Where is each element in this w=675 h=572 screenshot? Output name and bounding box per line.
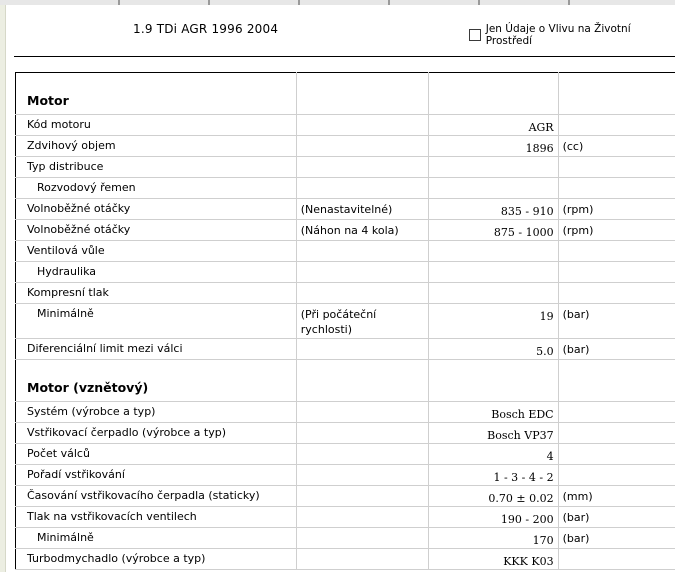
spec-condition: (Náhon na 4 kola) <box>296 220 428 241</box>
spec-value <box>428 283 558 304</box>
spec-unit: (rpm) <box>558 220 675 241</box>
spec-condition <box>296 339 428 360</box>
spec-unit <box>558 465 675 486</box>
spec-name: Ventilová vůle <box>16 241 297 262</box>
table-row <box>16 304 675 339</box>
table-row <box>16 528 675 549</box>
spec-name: Vstřikovací čerpadlo (výrobce a typ) <box>16 423 297 444</box>
spec-unit: (bar) <box>558 528 675 549</box>
spec-unit <box>558 444 675 465</box>
spec-name: Typ distribuce <box>16 157 297 178</box>
table-row <box>16 444 675 465</box>
spec-condition <box>296 241 428 262</box>
spec-condition: (Při počáteční rychlosti) <box>296 304 428 339</box>
checkbox-box[interactable] <box>469 29 481 41</box>
spec-value: 190 - 200 <box>428 507 558 528</box>
table-row <box>16 465 675 486</box>
spec-value: 4 <box>428 444 558 465</box>
table-row <box>16 486 675 507</box>
spec-condition <box>296 465 428 486</box>
section-title: Motor (vznětový) <box>16 360 297 402</box>
table-row <box>16 220 675 241</box>
spec-name: Volnoběžné otáčky <box>16 220 297 241</box>
table-row <box>16 423 675 444</box>
spec-value <box>428 178 558 199</box>
spec-name: Tlak na vstřikovacích ventilech <box>16 507 297 528</box>
spec-condition <box>296 507 428 528</box>
spec-value: Bosch EDC <box>428 402 558 423</box>
spec-unit: (mm) <box>558 486 675 507</box>
spec-unit <box>558 241 675 262</box>
section-title: Motor <box>16 73 297 115</box>
env-data-checkbox[interactable] <box>469 23 675 47</box>
table-row <box>16 339 675 360</box>
spec-name: Systém (výrobce a typ) <box>16 402 297 423</box>
spec-condition <box>296 444 428 465</box>
spec-name: Hydraulika <box>16 262 297 283</box>
spec-name: Počet válců <box>16 444 297 465</box>
spec-value: 0.70 ± 0.02 <box>428 486 558 507</box>
spec-value: 19 <box>428 304 558 339</box>
spec-condition <box>296 402 428 423</box>
spec-name: Diferenciální limit mezi válci <box>16 339 297 360</box>
spec-table <box>15 72 675 570</box>
spec-value: 835 - 910 <box>428 199 558 220</box>
spec-condition <box>296 549 428 570</box>
spec-condition <box>296 528 428 549</box>
spec-unit: (bar) <box>558 339 675 360</box>
spec-condition <box>296 136 428 157</box>
section-header-diesel <box>16 360 675 402</box>
spec-condition <box>296 283 428 304</box>
spec-name: Časování vstřikovacího čerpadla (staticky) <box>16 486 297 507</box>
header-separator <box>14 56 675 57</box>
spec-value: KKK K03 <box>428 549 558 570</box>
spec-condition <box>296 262 428 283</box>
table-row <box>16 241 675 262</box>
spec-value <box>428 262 558 283</box>
spec-name: Kód motoru <box>16 115 297 136</box>
spec-unit <box>558 178 675 199</box>
spec-unit: (rpm) <box>558 199 675 220</box>
table-row <box>16 115 675 136</box>
spec-value: 875 - 1000 <box>428 220 558 241</box>
spec-condition <box>296 486 428 507</box>
section-header-motor <box>16 73 675 115</box>
table-row <box>16 136 675 157</box>
spec-value <box>428 157 558 178</box>
spec-unit <box>558 115 675 136</box>
spec-condition <box>296 423 428 444</box>
window-top-strip <box>0 0 675 5</box>
table-row <box>16 157 675 178</box>
table-row <box>16 549 675 570</box>
spec-name: Minimálně <box>16 304 297 339</box>
spec-name: Minimálně <box>16 528 297 549</box>
spec-value <box>428 241 558 262</box>
table-row <box>16 199 675 220</box>
table-row <box>16 283 675 304</box>
spec-name: Rozvodový řemen <box>16 178 297 199</box>
spec-name: Volnoběžné otáčky <box>16 199 297 220</box>
spec-name: Zdvihový objem <box>16 136 297 157</box>
left-frame-border <box>0 5 6 572</box>
spec-condition <box>296 178 428 199</box>
vehicle-title: 1.9 TDi AGR 1996 2004 <box>133 22 279 36</box>
spec-unit <box>558 157 675 178</box>
spec-value: 1 - 3 - 4 - 2 <box>428 465 558 486</box>
spec-name: Pořadí vstřikování <box>16 465 297 486</box>
spec-unit <box>558 423 675 444</box>
spec-value: AGR <box>428 115 558 136</box>
table-row <box>16 402 675 423</box>
spec-value: 1896 <box>428 136 558 157</box>
spec-unit <box>558 549 675 570</box>
table-row <box>16 262 675 283</box>
spec-condition: (Nenastavitelné) <box>296 199 428 220</box>
spec-unit <box>558 283 675 304</box>
spec-value: 5.0 <box>428 339 558 360</box>
spec-value: Bosch VP37 <box>428 423 558 444</box>
spec-name: Turbodmychadlo (výrobce a typ) <box>16 549 297 570</box>
spec-unit: (bar) <box>558 304 675 339</box>
spec-unit <box>558 262 675 283</box>
spec-condition <box>296 157 428 178</box>
table-row <box>16 178 675 199</box>
spec-unit: (cc) <box>558 136 675 157</box>
env-data-checkbox-label[interactable]: Jen Údaje o Vlivu na Životní Prostředí <box>485 23 631 47</box>
spec-value: 170 <box>428 528 558 549</box>
spec-unit <box>558 402 675 423</box>
table-row <box>16 507 675 528</box>
spec-name: Kompresní tlak <box>16 283 297 304</box>
spec-unit: (bar) <box>558 507 675 528</box>
spec-condition <box>296 115 428 136</box>
